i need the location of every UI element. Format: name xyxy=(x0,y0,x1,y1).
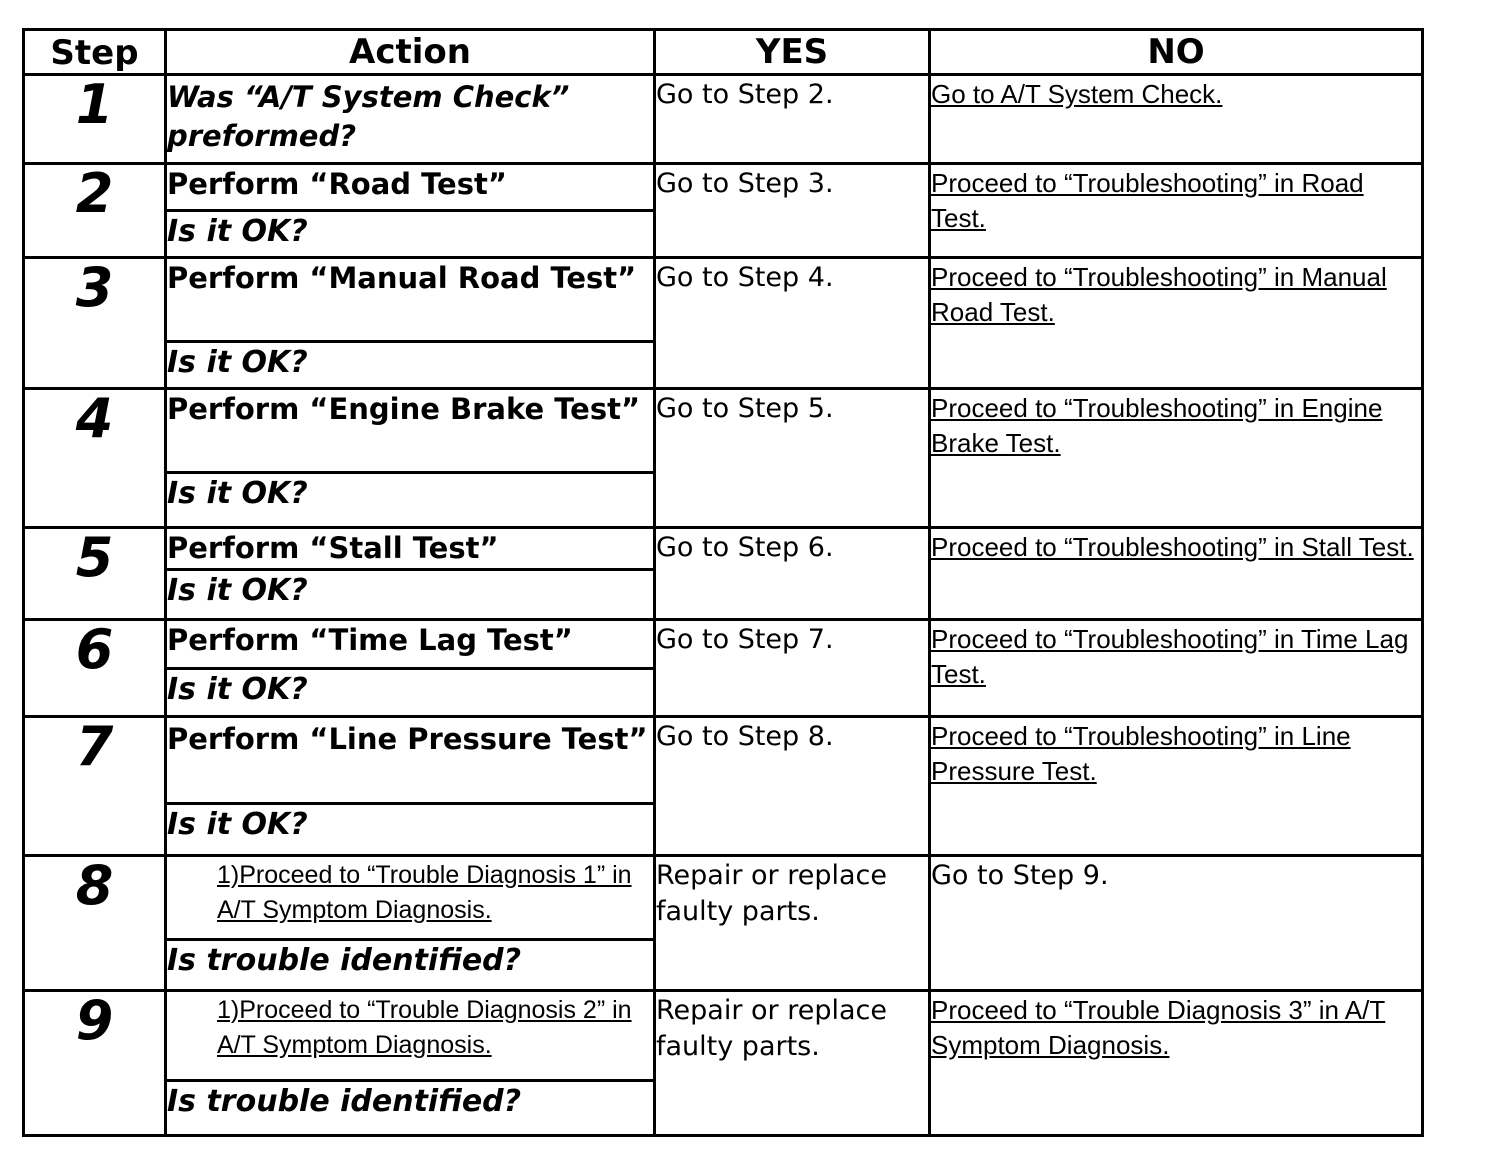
step-number: 2 xyxy=(24,164,166,257)
action-text: Perform “Stall Test” xyxy=(166,528,655,570)
table-row xyxy=(24,619,1423,668)
action-text: Perform “Time Lag Test” xyxy=(166,619,655,668)
no-result-link[interactable]: Proceed to “Troubleshooting” in Line Pressure Test. xyxy=(930,716,1423,855)
yes-result: Go to Step 7. xyxy=(655,619,930,716)
diagnosis-table xyxy=(22,28,1424,1137)
table-row xyxy=(24,164,1423,211)
table-row xyxy=(24,990,1423,1080)
no-result-link[interactable]: Proceed to “Troubleshooting” in Engine Brake Test. xyxy=(930,388,1423,527)
action-text: Perform “Line Pressure Test” xyxy=(166,716,655,803)
step-number: 6 xyxy=(24,619,166,716)
step-number: 8 xyxy=(24,856,166,990)
table-row xyxy=(24,257,1423,341)
step-number: 1 xyxy=(24,75,166,164)
yes-result: Repair or replace faulty parts. xyxy=(655,990,930,1136)
no-result-link[interactable]: Go to A/T System Check. xyxy=(930,75,1423,164)
action-link[interactable]: 1)Proceed to “Trouble Diagnosis 1” in A/T Symptom Diagnosis. xyxy=(166,856,655,940)
question-text: Is it OK? xyxy=(166,570,655,619)
question-text: Is trouble identified? xyxy=(166,1080,655,1135)
header-action: Action xyxy=(166,30,655,75)
table-row xyxy=(24,75,1423,164)
action-text: Perform “Manual Road Test” xyxy=(166,257,655,341)
header-row xyxy=(24,30,1423,75)
yes-result: Go to Step 8. xyxy=(655,716,930,855)
yes-result: Go to Step 4. xyxy=(655,257,930,388)
no-result-link[interactable]: Proceed to “Troubleshooting” in Manual Road Test. xyxy=(930,257,1423,388)
step-number: 7 xyxy=(24,716,166,855)
action-text: Was “A/T System Check” preformed? xyxy=(166,75,655,164)
no-result-link[interactable]: Proceed to “Troubleshooting” in Road Test. xyxy=(930,164,1423,257)
header-step: Step xyxy=(24,30,166,75)
question-text: Is it OK? xyxy=(166,804,655,856)
table-row xyxy=(24,856,1423,940)
action-text: Perform “Engine Brake Test” xyxy=(166,388,655,472)
no-result: Go to Step 9. xyxy=(930,856,1423,990)
no-result-link[interactable]: Proceed to “Trouble Diagnosis 3” in A/T Symptom Diagnosis. xyxy=(930,990,1423,1136)
yes-result: Go to Step 5. xyxy=(655,388,930,527)
step-number: 4 xyxy=(24,388,166,527)
question-text: Is it OK? xyxy=(166,473,655,528)
action-text: Perform “Road Test” xyxy=(166,164,655,211)
no-result-link[interactable]: Proceed to “Troubleshooting” in Stall Test. xyxy=(930,528,1423,619)
header-yes: YES xyxy=(655,30,930,75)
question-text: Is it OK? xyxy=(166,668,655,716)
yes-result: Repair or replace faulty parts. xyxy=(655,856,930,990)
question-text: Is trouble identified? xyxy=(166,940,655,990)
question-text: Is it OK? xyxy=(166,211,655,257)
yes-result: Go to Step 3. xyxy=(655,164,930,257)
step-number: 3 xyxy=(24,257,166,388)
yes-result: Go to Step 6. xyxy=(655,528,930,619)
question-text: Is it OK? xyxy=(166,341,655,388)
yes-result: Go to Step 2. xyxy=(655,75,930,164)
header-no: NO xyxy=(930,30,1423,75)
no-result-link[interactable]: Proceed to “Troubleshooting” in Time Lag Test. xyxy=(930,619,1423,716)
step-number: 9 xyxy=(24,990,166,1136)
table-row xyxy=(24,388,1423,472)
action-link[interactable]: 1)Proceed to “Trouble Diagnosis 2” in A/T Symptom Diagnosis. xyxy=(166,990,655,1080)
table-row xyxy=(24,528,1423,570)
step-number: 5 xyxy=(24,528,166,619)
table-row xyxy=(24,716,1423,803)
